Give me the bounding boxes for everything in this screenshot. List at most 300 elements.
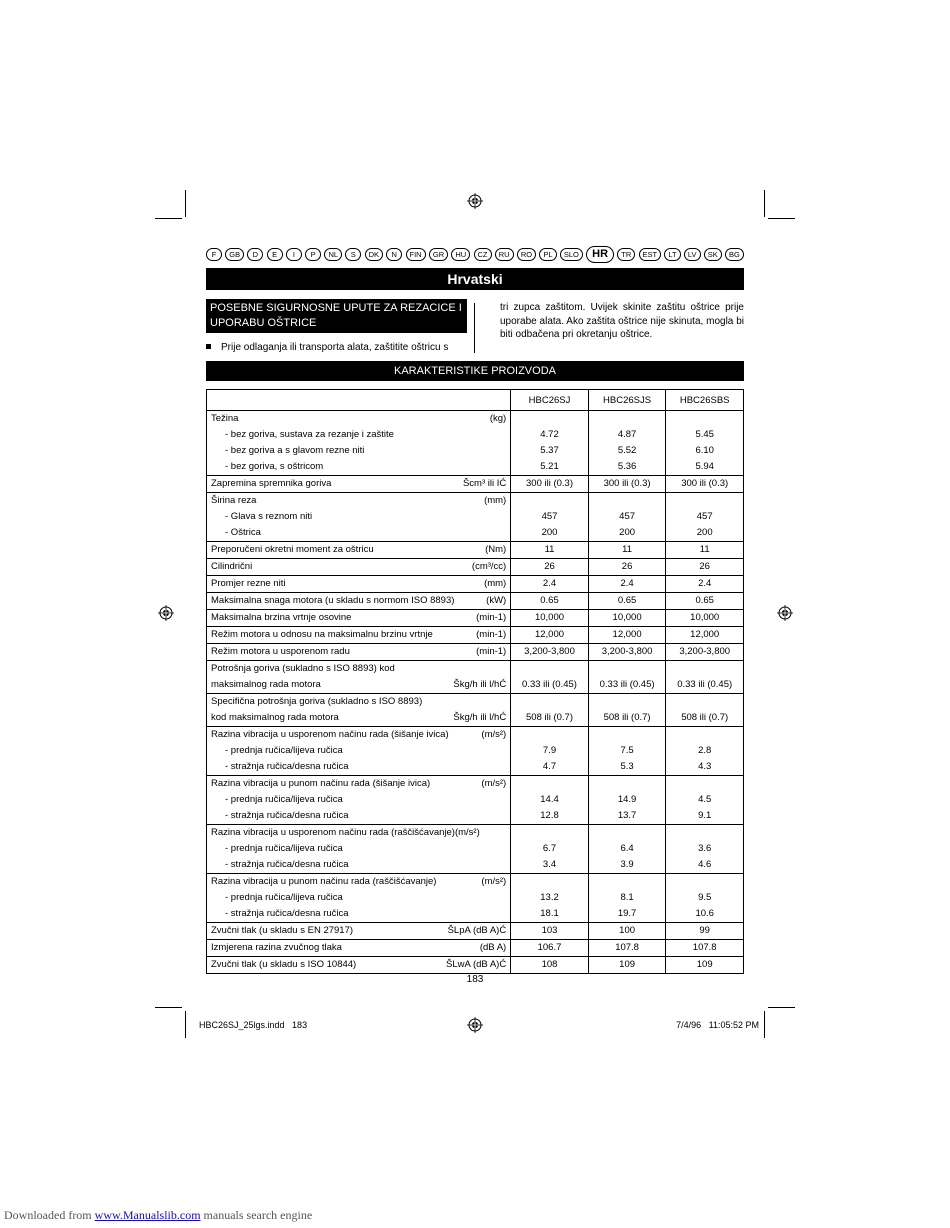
spec-value-cell: [588, 661, 666, 694]
language-tab-gr: GR: [429, 248, 448, 261]
spec-value: 3,200-3,800: [524, 646, 575, 657]
spec-value: 4.5: [698, 794, 712, 805]
spec-label: - Glava s reznom niti: [225, 511, 313, 522]
spec-label-cell: [207, 559, 511, 576]
spec-label: - prednja ručica/lijeva ručica: [225, 745, 343, 756]
spec-value: 6.10: [695, 445, 714, 456]
language-title: Hrvatski: [206, 268, 744, 290]
spec-label: - stražnja ručica/desna ručica: [225, 810, 349, 821]
spec-value: 26: [699, 561, 710, 572]
spec-value-cell: [588, 825, 666, 874]
spec-line: [211, 644, 506, 660]
spec-line: [211, 710, 506, 726]
table-row: [207, 727, 744, 776]
spec-value: [593, 874, 662, 890]
spec-label-cell: [207, 476, 511, 493]
spec-line: [211, 576, 506, 592]
spec-label: - bez goriva, s oštricom: [225, 461, 324, 472]
spec-label: - stražnja ručica/desna ručica: [225, 859, 349, 870]
spec-label: Zvučni tlak (u skladu s EN 27917): [211, 925, 354, 936]
spec-value-cell: [511, 940, 589, 957]
spec-value: 300 ili (0.3): [681, 478, 729, 489]
spec-label-cell: [207, 493, 511, 542]
spec-value: 0.65: [617, 595, 637, 606]
specs-table: [206, 389, 744, 974]
language-tab-hu: HU: [451, 248, 470, 261]
spec-value: 11: [544, 544, 555, 555]
spec-value-cell: [511, 694, 589, 727]
spec-label-cell: [207, 411, 511, 476]
spec-value-cell: [666, 957, 744, 974]
language-tab-bg: BG: [725, 248, 744, 261]
spec-value-cell: [511, 610, 589, 627]
spec-unit: (min-1): [476, 646, 507, 657]
spec-value: 4.87: [617, 429, 637, 440]
spec-value: 26: [544, 561, 555, 572]
spec-value: [593, 694, 662, 710]
spec-value: [515, 493, 584, 509]
spec-line: [211, 857, 506, 873]
spec-value: 0.33 ili (0.45): [677, 679, 733, 690]
spec-value: 3.4: [542, 859, 557, 870]
table-row: [207, 610, 744, 627]
spec-value-cell: [588, 957, 666, 974]
language-tab-gb: GB: [225, 248, 244, 261]
spec-label-cell: [207, 923, 511, 940]
spec-value: 11: [622, 544, 633, 555]
spec-value-cell: [666, 694, 744, 727]
language-tab-e: E: [267, 248, 283, 261]
spec-label-cell: [207, 694, 511, 727]
spec-value-cell: [588, 923, 666, 940]
language-tab-est: EST: [639, 248, 662, 261]
spec-line: [211, 443, 506, 459]
spec-label-cell: [207, 610, 511, 627]
spec-value-cell: [588, 493, 666, 542]
spec-value: [515, 411, 584, 427]
bullet-square-icon: [206, 344, 211, 349]
spec-value: 6.7: [542, 843, 557, 854]
spec-value-cell: [588, 542, 666, 559]
spec-line: [211, 677, 506, 693]
spec-value-cell: [511, 476, 589, 493]
crop-mark: [155, 1007, 182, 1008]
spec-value: [593, 776, 662, 792]
spec-value: [515, 874, 584, 890]
download-line: [4, 1208, 312, 1223]
spec-value: 2.4: [542, 578, 557, 589]
spec-value-cell: [666, 576, 744, 593]
language-tab-p: P: [305, 248, 321, 261]
safety-continuation: tri zupca zaštitom. Uvijek skinite zaštitu oštrice prije uporabe alata. Ako zaštita oštrice nije skinuta, mogla bi biti odbačena pri okretanju oštrice.: [500, 302, 744, 340]
language-tab-pl: PL: [539, 248, 556, 261]
spec-value: [670, 825, 739, 841]
language-tab-d: D: [247, 248, 263, 261]
spec-value-cell: [511, 825, 589, 874]
spec-value: 4.3: [698, 761, 712, 772]
spec-value: 106.7: [537, 942, 562, 953]
spec-value: 457: [541, 511, 558, 522]
spec-label-cell: [207, 593, 511, 610]
spec-value: 12,000: [534, 629, 565, 640]
spec-value: 3,200-3,800: [601, 646, 653, 657]
safety-bullet-text: Prije odlaganja ili transporta alata, zaštitite oštricu s: [221, 342, 449, 353]
spec-label: Razina vibracija u usporenom načinu rada (raščišćavanje)(m/s²): [211, 827, 480, 838]
spec-value-cell: [588, 694, 666, 727]
download-prefix: Downloaded from: [4, 1208, 92, 1222]
spec-value: [670, 727, 739, 743]
spec-label: Cilindrični: [211, 561, 253, 572]
spec-label: - prednja ručica/lijeva ručica: [225, 843, 343, 854]
table-row: [207, 542, 744, 559]
spec-value: 3.6: [698, 843, 712, 854]
spec-value: 6.4: [620, 843, 634, 854]
spec-label: Režim motora u odnosu na maksimalnu brzinu vrtnje: [211, 629, 433, 640]
table-row: [207, 627, 744, 644]
registration-mark-icon: [777, 605, 793, 621]
spec-value: 300 ili (0.3): [526, 478, 573, 489]
spec-value: 0.33 ili (0.45): [522, 679, 577, 690]
spec-value-cell: [588, 874, 666, 923]
spec-unit: (m/s²): [481, 876, 507, 887]
spec-value-cell: [666, 923, 744, 940]
table-row: [207, 644, 744, 661]
spec-value: 5.94: [695, 461, 714, 472]
spec-value-cell: [588, 727, 666, 776]
spec-label-cell: [207, 825, 511, 874]
spec-value-cell: [511, 542, 589, 559]
spec-value: 508 ili (0.7): [603, 712, 651, 723]
specs-header-row: [207, 390, 744, 411]
language-tab-fin: FIN: [406, 248, 426, 261]
spec-label: kod maksimalnog rada motora: [211, 712, 339, 723]
spec-label: Preporučeni okretni moment za oštricu: [211, 544, 374, 555]
spec-value-cell: [666, 542, 744, 559]
footer-file: HBC26SJ_25lgs.indd 183: [199, 1020, 308, 1030]
column-divider: [474, 303, 475, 353]
spec-line: [211, 743, 506, 759]
spec-value-cell: [666, 411, 744, 476]
spec-value: 108: [541, 959, 558, 970]
spec-value: 2.4: [620, 578, 634, 589]
spec-value: 5.36: [617, 461, 637, 472]
spec-line: [211, 957, 506, 973]
spec-unit: (m/s²): [481, 778, 507, 789]
spec-value: 11: [699, 544, 710, 555]
crop-mark: [185, 1011, 186, 1038]
spec-label: Maksimalna brzina vrtnje osovine: [211, 612, 352, 623]
spec-line: [211, 525, 506, 541]
spec-value-cell: [666, 610, 744, 627]
spec-line: [211, 808, 506, 824]
spec-value-cell: [511, 493, 589, 542]
spec-value: 3.9: [620, 859, 634, 870]
language-tab-ro: RO: [517, 248, 536, 261]
spec-unit: Škg/h ili l/hĆ: [453, 712, 507, 723]
spec-value: 12,000: [612, 629, 642, 640]
spec-line: [211, 493, 506, 509]
spec-value: 2.4: [698, 578, 712, 589]
spec-value-cell: [511, 593, 589, 610]
language-tab-ru: RU: [495, 248, 514, 261]
spec-value: 7.5: [620, 745, 634, 756]
spec-label-cell: [207, 644, 511, 661]
spec-value-cell: [666, 644, 744, 661]
spec-value-cell: [511, 874, 589, 923]
spec-value: 4.6: [698, 859, 712, 870]
spec-unit: (Nm): [485, 544, 507, 555]
spec-value: 109: [696, 959, 713, 970]
spec-value: 200: [541, 527, 558, 538]
spec-label-cell: [207, 874, 511, 923]
spec-value: 508 ili (0.7): [526, 712, 573, 723]
spec-line: [211, 792, 506, 808]
spec-value: 4.72: [540, 429, 559, 440]
spec-label-cell: [207, 627, 511, 644]
spec-value: 10.6: [695, 908, 714, 919]
model-header: HBC26SBS: [666, 390, 744, 411]
spec-label: - prednja ručica/lijeva ručica: [225, 892, 343, 903]
spec-value: 0.33 ili (0.45): [599, 679, 655, 690]
spec-value: 14.4: [540, 794, 559, 805]
spec-value: 26: [621, 561, 633, 572]
spec-value: 10,000: [612, 612, 642, 623]
spec-value: 9.5: [698, 892, 712, 903]
table-row: [207, 694, 744, 727]
spec-line: [211, 841, 506, 857]
spec-line: [211, 459, 506, 475]
spec-line: [211, 825, 506, 841]
spec-value: 300 ili (0.3): [603, 478, 651, 489]
table-row: [207, 476, 744, 493]
model-header: HBC26SJS: [588, 390, 666, 411]
spec-label: - Oštrica: [225, 527, 261, 538]
spec-label-cell: [207, 957, 511, 974]
spec-value-cell: [666, 661, 744, 694]
spec-value: 9.1: [698, 810, 712, 821]
spec-value: 18.1: [540, 908, 559, 919]
spec-value: 5.37: [540, 445, 559, 456]
spec-value: 457: [619, 511, 636, 522]
language-tab-cz: CZ: [474, 248, 492, 261]
spec-label: Širina reza: [211, 495, 257, 506]
spec-value: 457: [696, 511, 713, 522]
spec-value: [515, 776, 584, 792]
spec-value: 5.3: [620, 761, 634, 772]
spec-value-cell: [588, 559, 666, 576]
table-row: [207, 940, 744, 957]
table-row: [207, 559, 744, 576]
spec-unit: (min-1): [476, 629, 507, 640]
spec-value-cell: [511, 576, 589, 593]
spec-label: Maksimalna snaga motora (u skladu s normom ISO 8893): [211, 595, 455, 606]
spec-label-cell: [207, 576, 511, 593]
safety-heading: POSEBNE SIGURNOSNE UPUTE ZA REZACICE I UPORABU OŠTRICE: [206, 299, 467, 333]
spec-line: [211, 727, 506, 743]
spec-value-cell: [588, 576, 666, 593]
spec-label: Razina vibracija u punom načinu rada (raščišćavanje): [211, 876, 437, 887]
spec-line: [211, 509, 506, 525]
language-tab-slo: SLO: [560, 248, 583, 261]
table-row: [207, 874, 744, 923]
spec-unit: (dB A): [479, 942, 507, 953]
spec-unit: Škg/h ili l/hĆ: [453, 679, 507, 690]
language-tab-hr: HR: [586, 246, 614, 263]
language-tab-f: F: [206, 248, 222, 261]
spec-value: 508 ili (0.7): [681, 712, 729, 723]
spec-unit: ŠLpA (dB A)Ć: [447, 925, 507, 936]
spec-value: [515, 727, 584, 743]
spec-line: [211, 411, 506, 427]
spec-label: maksimalnog rada motora: [211, 679, 321, 690]
spec-line: [211, 476, 506, 492]
spec-value: 10,000: [534, 612, 565, 623]
download-suffix: manuals search engine: [203, 1208, 313, 1222]
spec-value: 13.2: [540, 892, 559, 903]
manualslib-link[interactable]: www.Manualslib.com: [94, 1208, 201, 1222]
spec-label: - stražnja ručica/desna ručica: [225, 761, 349, 772]
spec-line: [211, 940, 506, 956]
spec-value: 109: [619, 959, 636, 970]
spec-value: [670, 776, 739, 792]
spec-label: Razina vibracija u usporenom načinu rada (šišanje ivica): [211, 729, 449, 740]
spec-value: 12,000: [690, 629, 720, 640]
spec-line: [211, 427, 506, 443]
spec-line: [211, 906, 506, 922]
spec-value-cell: [666, 776, 744, 825]
spec-value-cell: [588, 644, 666, 661]
spec-label-cell: [207, 542, 511, 559]
spec-value: 200: [619, 527, 636, 538]
spec-value: 103: [541, 925, 558, 936]
spec-line: [211, 923, 506, 939]
spec-value-cell: [666, 727, 744, 776]
language-bar: [206, 246, 744, 262]
spec-value: [670, 874, 739, 890]
spec-value: [670, 694, 739, 710]
language-tab-sk: SK: [704, 248, 722, 261]
spec-value-cell: [511, 776, 589, 825]
spec-label: Potrošnja goriva (sukladno s ISO 8893) kod: [211, 663, 395, 674]
spec-label: Izmjerena razina zvučnog tlaka: [211, 942, 342, 953]
table-row: [207, 957, 744, 974]
spec-unit: (kg): [489, 413, 507, 424]
safety-bullet: [206, 341, 468, 354]
crop-mark: [768, 218, 795, 219]
table-row: [207, 776, 744, 825]
spec-value-cell: [666, 874, 744, 923]
spec-value-cell: [511, 957, 589, 974]
spec-value: [670, 411, 739, 427]
spec-value: 4.7: [542, 761, 557, 772]
spec-unit: ŠLwA (dB A)Ć: [446, 959, 507, 970]
registration-mark-icon: [467, 193, 483, 209]
spec-line: [211, 874, 506, 890]
spec-value: [670, 493, 739, 509]
spec-line: [211, 610, 506, 626]
spec-line: [211, 890, 506, 906]
spec-value-cell: [511, 644, 589, 661]
spec-label-cell: [207, 727, 511, 776]
spec-value: 5.21: [540, 461, 559, 472]
spec-unit: (min-1): [476, 612, 507, 623]
spec-value: 7.9: [542, 745, 557, 756]
spec-value: 100: [619, 925, 636, 936]
spec-label: - prednja ručica/lijeva ručica: [225, 794, 343, 805]
spec-label: Specifična potrošnja goriva (sukladno s ISO 8893): [211, 696, 423, 707]
page-number: 183: [466, 974, 484, 985]
spec-value: 14.9: [617, 794, 637, 805]
spec-line: [211, 593, 506, 609]
spec-value: [593, 661, 662, 677]
table-row: [207, 593, 744, 610]
spec-value-cell: [588, 610, 666, 627]
spec-value: [593, 493, 662, 509]
spec-value: 2.8: [698, 745, 712, 756]
spec-value-cell: [511, 627, 589, 644]
spec-unit: Šcm³ ili IĆ: [462, 478, 507, 489]
spec-label: Razina vibracija u punom načinu rada (šišanje ivica): [211, 778, 431, 789]
spec-value-cell: [666, 593, 744, 610]
spec-value: [593, 411, 662, 427]
spec-value-cell: [666, 476, 744, 493]
spec-value: 107.8: [615, 942, 639, 953]
crop-mark: [764, 1011, 765, 1038]
spec-value-cell: [588, 411, 666, 476]
table-row: [207, 923, 744, 940]
spec-value-cell: [588, 476, 666, 493]
spec-unit: (mm): [484, 495, 507, 506]
spec-value-cell: [588, 940, 666, 957]
spec-label: Zvučni tlak (u skladu s ISO 10844): [211, 959, 357, 970]
spec-line: [211, 776, 506, 792]
spec-label: Promjer rezne niti: [211, 578, 286, 589]
spec-value: 0.65: [540, 595, 559, 606]
spec-line: [211, 661, 506, 677]
spec-value-cell: [511, 923, 589, 940]
spec-value-cell: [588, 776, 666, 825]
spec-unit: (mm): [484, 578, 507, 589]
spec-line: [211, 694, 506, 710]
table-row: [207, 411, 744, 476]
spec-value-cell: [588, 627, 666, 644]
footer-date: 7/4/96 11:05:52 PM: [676, 1020, 759, 1030]
spec-value: [593, 825, 662, 841]
spec-value: [515, 661, 584, 677]
table-row: [207, 825, 744, 874]
language-tab-lv: LV: [684, 248, 701, 261]
crop-mark: [185, 190, 186, 217]
spec-value: 10,000: [690, 612, 720, 623]
model-header: HBC26SJ: [511, 390, 589, 411]
spec-label-cell: [207, 776, 511, 825]
spec-value-cell: [511, 559, 589, 576]
spec-unit: (cm³/cc): [471, 561, 507, 572]
spec-line: [211, 559, 506, 575]
spec-label-cell: [207, 661, 511, 694]
language-tab-nl: NL: [324, 248, 342, 261]
language-tab-tr: TR: [617, 248, 635, 261]
crop-mark: [155, 218, 182, 219]
spec-value-cell: [511, 661, 589, 694]
spec-value-cell: [588, 593, 666, 610]
spec-line: [211, 627, 506, 643]
registration-mark-icon: [158, 605, 174, 621]
spec-value: 8.1: [620, 892, 634, 903]
spec-value: [670, 661, 739, 677]
language-tab-i: I: [286, 248, 302, 261]
spec-value-cell: [666, 559, 744, 576]
